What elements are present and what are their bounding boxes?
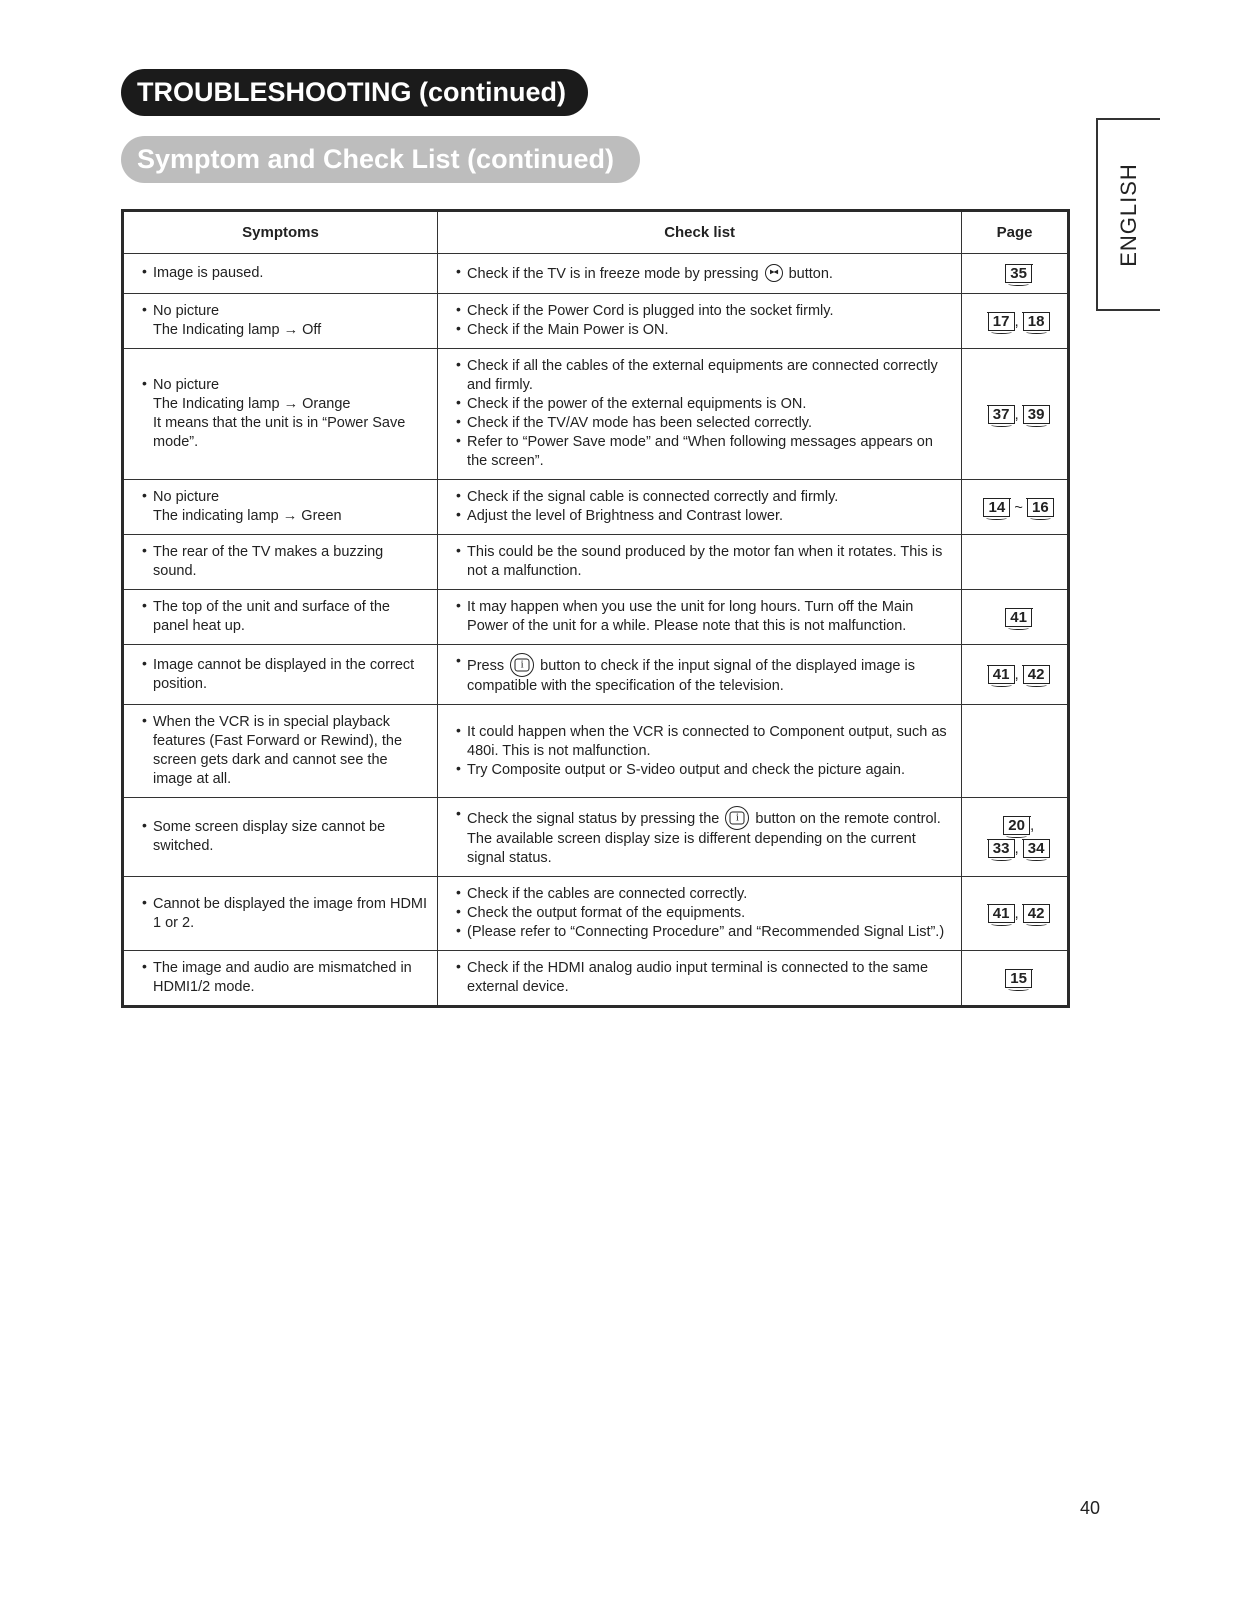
checklist-line — [456, 959, 951, 997]
symptom-cell — [123, 294, 438, 349]
checklist-text: button on the remote control. The available screen display size is different depending on the current signal status. — [467, 811, 941, 866]
info-button-icon — [510, 653, 534, 677]
symptom-cell — [123, 877, 438, 951]
checklist-cell — [438, 951, 962, 1007]
page-ref-separator: , — [1014, 667, 1023, 683]
page-ref-cell — [962, 877, 1069, 951]
checklist-text: Adjust the level of Brightness and Contrast lower. — [467, 508, 783, 524]
checklist-line — [456, 395, 951, 414]
checklist-line — [456, 904, 951, 923]
table-body — [123, 254, 1069, 1007]
checklist-line — [456, 488, 951, 507]
page-ref-cell — [962, 480, 1069, 535]
checklist-line — [456, 264, 951, 284]
symptom-line: • No picture — [142, 302, 427, 321]
checklist-text: Check the output format of the equipments. — [467, 905, 746, 921]
page-ref-book-icon: 41 — [1005, 608, 1032, 627]
page-ref-cell — [962, 798, 1069, 877]
table-row — [123, 349, 1069, 480]
checklist-line — [456, 302, 951, 321]
page-ref-cell — [962, 294, 1069, 349]
section-subtitle: Symptom and Check List (continued) — [121, 136, 640, 183]
symptom-line: The Indicating lamp → Off — [153, 322, 322, 338]
checklist-cell — [438, 798, 962, 877]
symptom-line: The Indicating lamp → Orange — [153, 396, 351, 412]
page-ref-cell — [962, 951, 1069, 1007]
symptom-cell — [123, 951, 438, 1007]
symptom-line: • The rear of the TV makes a buzzing sound. — [142, 543, 427, 581]
symptom-cell — [123, 705, 438, 798]
checklist-cell — [438, 535, 962, 590]
page-ref-separator: ~ — [1010, 499, 1027, 516]
symptom-line: • The top of the unit and surface of the panel heat up. — [142, 598, 427, 636]
page-ref-cell — [962, 645, 1069, 705]
table-row — [123, 798, 1069, 877]
checklist-cell — [438, 254, 962, 294]
checklist-header: Check list — [438, 211, 962, 254]
symptom-cell — [123, 798, 438, 877]
checklist-text: It could happen when the VCR is connected to Component output, such as 480i. This is not malfunction. — [467, 723, 947, 759]
checklist-text: Check if the TV/AV mode has been selected correctly. — [467, 415, 812, 431]
checklist-text: Check if the power of the external equipments is ON. — [467, 396, 807, 412]
checklist-text: Check if the cables are connected correctly. — [467, 886, 748, 902]
page-ref-cell — [962, 254, 1069, 294]
checklist-text: Check if the TV is in freeze mode by pressing — [467, 265, 763, 282]
checklist-line — [456, 433, 951, 471]
page-ref-book-icon: 42 — [1023, 665, 1050, 684]
page-ref-separator: , — [1030, 818, 1035, 834]
checklist-text: Check if all the cables of the external equipments are connected correctly and firmly. — [467, 358, 938, 393]
table-row — [123, 294, 1069, 349]
checklist-text: Check if the signal cable is connected correctly and firmly. — [467, 489, 839, 505]
page-ref-separator: , — [1014, 841, 1023, 857]
table-row — [123, 590, 1069, 645]
symptoms-header: Symptoms — [123, 211, 438, 254]
table-header-row — [123, 211, 1069, 254]
symptom-line: • No picture — [142, 488, 427, 507]
checklist-cell — [438, 645, 962, 705]
language-tab — [1096, 118, 1160, 311]
section-title: TROUBLESHOOTING (continued) — [121, 69, 588, 116]
checklist-line — [456, 723, 951, 761]
page-ref-cell — [962, 590, 1069, 645]
page-ref-book-icon: 39 — [1023, 405, 1050, 424]
checklist-text: This could be the sound produced by the motor fan when it rotates. This is not a malfunction. — [467, 544, 943, 579]
page-ref-book-icon: 20 — [1003, 816, 1030, 835]
page-ref-book-icon: 37 — [988, 405, 1015, 424]
page-ref-cell — [962, 535, 1069, 590]
checklist-text: button. — [784, 265, 833, 282]
page-ref-separator: , — [1014, 313, 1023, 330]
symptom-line: • Image cannot be displayed in the correct position. — [142, 656, 427, 694]
checklist-line — [456, 806, 951, 868]
page-ref-book-icon: 18 — [1023, 312, 1050, 331]
symptom-line: • No picture — [142, 376, 427, 395]
symptom-line: • When the VCR is in special playback features (Fast Forward or Rewind), the screen gets dark and cannot see the image at all. — [142, 713, 427, 789]
table-row — [123, 535, 1069, 590]
page-ref-book-icon: 16 — [1027, 498, 1054, 517]
language-tab-label: ENGLISH — [1116, 162, 1141, 267]
symptom-line: It means that the unit is in “Power Save mode”. — [153, 415, 406, 450]
checklist-text: Check if the Power Cord is plugged into the socket firmly. — [467, 303, 834, 319]
symptom-check-table — [121, 209, 1070, 1008]
freeze-button-icon — [765, 264, 783, 282]
table-row — [123, 877, 1069, 951]
page-ref-book-icon: 41 — [988, 665, 1015, 684]
checklist-cell — [438, 294, 962, 349]
page-ref-book-icon: 41 — [988, 904, 1015, 923]
checklist-text: Check the signal status by pressing the — [467, 811, 724, 827]
symptom-cell — [123, 590, 438, 645]
symptom-line: The indicating lamp → Green — [153, 508, 342, 524]
symptom-cell — [123, 349, 438, 480]
symptom-cell — [123, 480, 438, 535]
page-ref-separator: , — [1014, 406, 1023, 423]
checklist-line — [456, 357, 951, 395]
checklist-cell — [438, 349, 962, 480]
checklist-cell — [438, 705, 962, 798]
checklist-line — [456, 543, 951, 581]
page-ref-book-icon: 33 — [988, 839, 1015, 858]
page-number: 40 — [1080, 1498, 1101, 1518]
page-ref-book-icon: 14 — [983, 498, 1010, 517]
table-row — [123, 254, 1069, 294]
checklist-line — [456, 923, 951, 942]
symptom-line: • Some screen display size cannot be switched. — [142, 818, 427, 856]
checklist-cell — [438, 877, 962, 951]
checklist-text: Check if the HDMI analog audio input terminal is connected to the same external device. — [467, 960, 929, 995]
table-row — [123, 705, 1069, 798]
symptom-cell — [123, 254, 438, 294]
page-header: Page — [962, 211, 1069, 254]
checklist-text: It may happen when you use the unit for long hours. Turn off the Main Power of the unit for a while. Please note that this is not malfunction. — [467, 599, 914, 634]
symptom-line: • Image is paused. — [142, 264, 427, 283]
page-ref-book-icon: 17 — [988, 312, 1015, 331]
checklist-line — [456, 507, 951, 526]
checklist-text: Try Composite output or S-video output and check the picture again. — [467, 761, 905, 778]
info-button-icon — [725, 806, 749, 830]
table-row — [123, 480, 1069, 535]
checklist-line — [456, 598, 951, 636]
checklist-cell — [438, 590, 962, 645]
symptom-line: • The image and audio are mismatched in HDMI1/2 mode. — [142, 959, 427, 997]
checklist-text: Press — [467, 658, 509, 674]
page-ref-cell — [962, 349, 1069, 480]
page-ref-cell — [962, 705, 1069, 798]
checklist-cell — [438, 480, 962, 535]
page-ref-book-icon: 42 — [1023, 904, 1050, 923]
checklist-line — [456, 653, 951, 696]
page-ref-book-icon: 34 — [1023, 839, 1050, 858]
symptom-cell — [123, 645, 438, 705]
page-ref-separator: , — [1014, 906, 1023, 922]
table-row — [123, 951, 1069, 1007]
checklist-line — [456, 885, 951, 904]
checklist-text: Check if the Main Power is ON. — [467, 322, 669, 338]
page-ref-book-icon: 15 — [1005, 969, 1032, 988]
table-row — [123, 645, 1069, 705]
checklist-line — [456, 321, 951, 340]
checklist-line — [456, 761, 951, 780]
checklist-text: Refer to “Power Save mode” and “When following messages appears on the screen”. — [467, 434, 933, 469]
checklist-text: (Please refer to “Connecting Procedure” and “Recommended Signal List”.) — [467, 924, 945, 940]
page-ref-book-icon: 35 — [1005, 264, 1032, 283]
checklist-line — [456, 414, 951, 433]
checklist-text: button to check if the input signal of the displayed image is compatible with the specification of the television. — [467, 658, 915, 694]
symptom-line: • Cannot be displayed the image from HDMI 1 or 2. — [142, 895, 427, 933]
symptom-cell — [123, 535, 438, 590]
